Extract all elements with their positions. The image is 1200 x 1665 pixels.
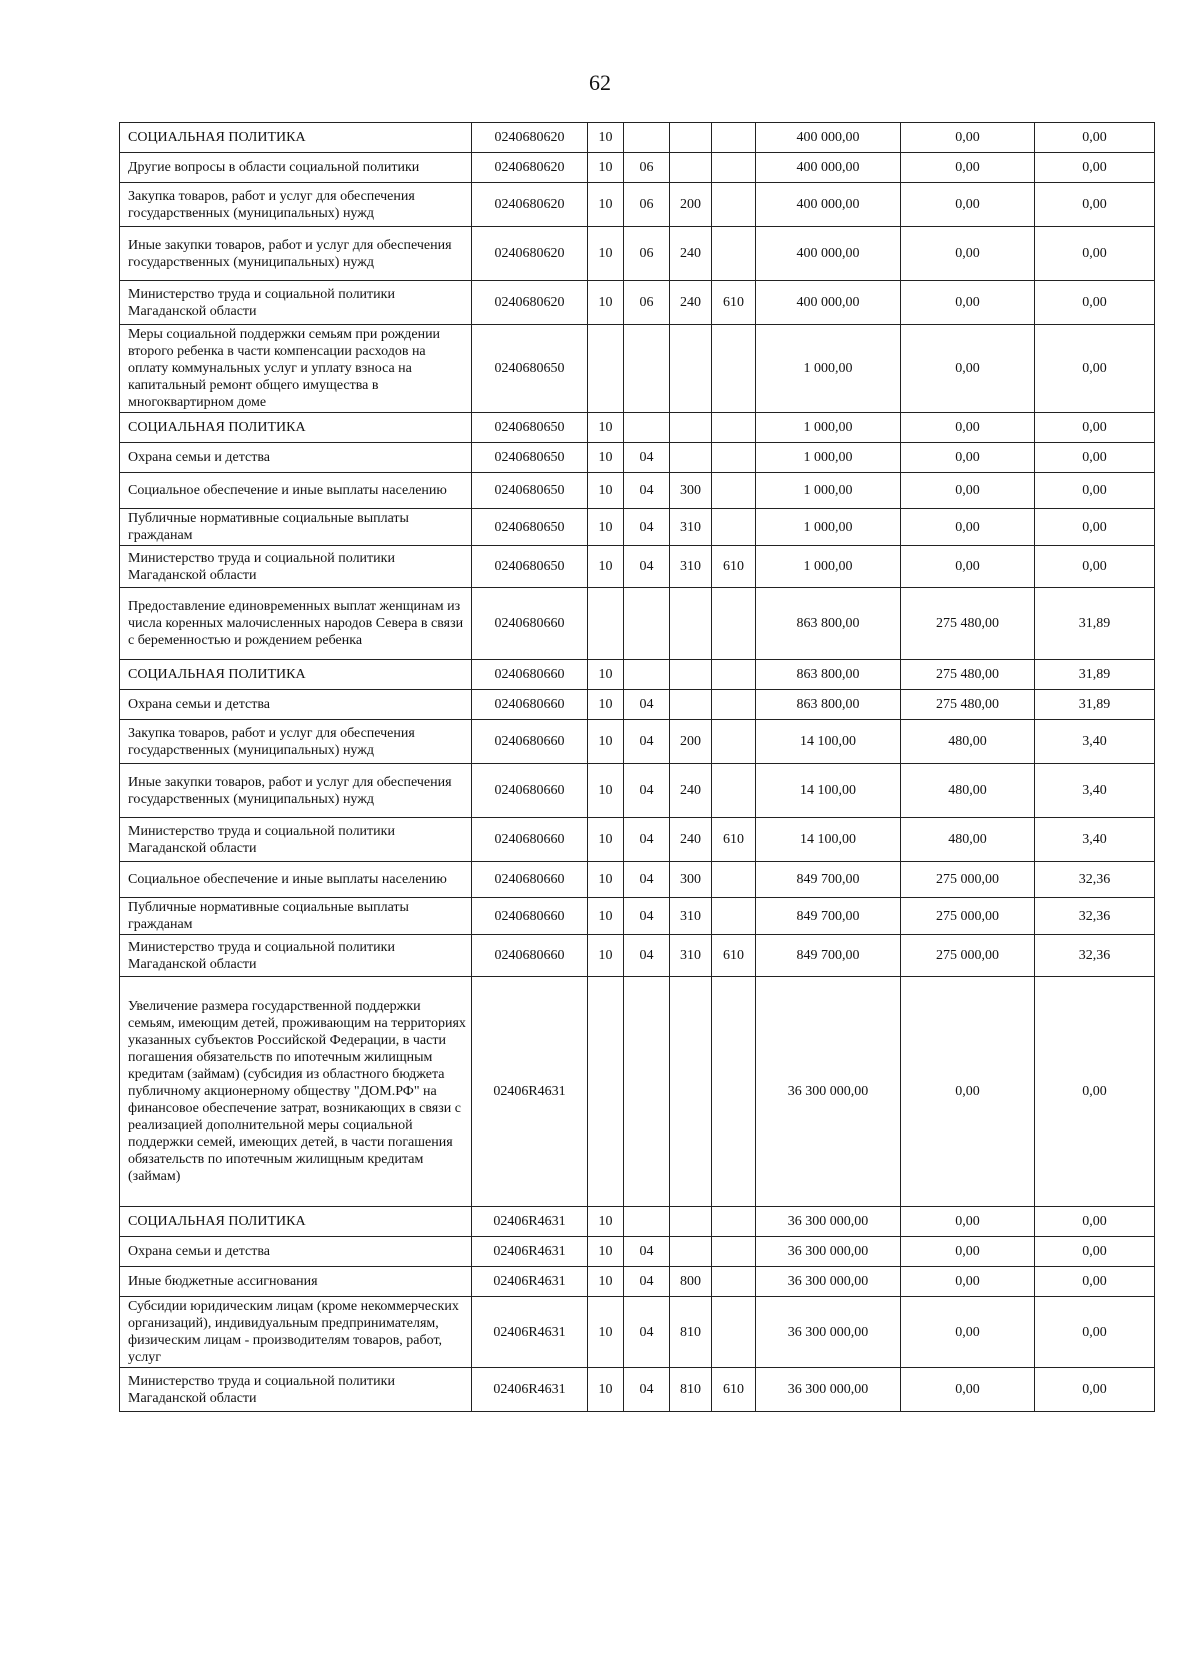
execution-percent-cell: 31,89 [1035, 660, 1155, 690]
execution-percent-cell: 3,40 [1035, 720, 1155, 764]
subsection-code-cell: 06 [624, 183, 670, 227]
subsection-code-cell: 04 [624, 764, 670, 818]
section-code-cell: 10 [588, 1297, 624, 1368]
planned-amount-cell: 849 700,00 [756, 935, 901, 977]
subsection-code-cell: 06 [624, 227, 670, 281]
target-article-cell: 0240680620 [472, 227, 588, 281]
planned-amount-cell: 863 800,00 [756, 660, 901, 690]
table-row [120, 720, 1155, 764]
administrator-code-cell [712, 473, 756, 509]
executed-amount-cell: 0,00 [901, 1297, 1035, 1368]
table-row [120, 123, 1155, 153]
table-row [120, 898, 1155, 935]
planned-amount-cell: 400 000,00 [756, 281, 901, 325]
section-code-cell: 10 [588, 690, 624, 720]
execution-percent-cell: 0,00 [1035, 443, 1155, 473]
planned-amount-cell: 849 700,00 [756, 898, 901, 935]
subsection-code-cell [624, 325, 670, 413]
expense-type-cell: 240 [670, 281, 712, 325]
executed-amount-cell: 480,00 [901, 818, 1035, 862]
expense-type-cell: 310 [670, 546, 712, 588]
section-code-cell: 10 [588, 818, 624, 862]
execution-percent-cell: 0,00 [1035, 1267, 1155, 1297]
target-article-cell: 0240680660 [472, 690, 588, 720]
planned-amount-cell: 1 000,00 [756, 509, 901, 546]
administrator-code-cell: 610 [712, 935, 756, 977]
execution-percent-cell: 0,00 [1035, 153, 1155, 183]
target-article-cell: 0240680620 [472, 281, 588, 325]
target-article-cell: 0240680620 [472, 123, 588, 153]
execution-percent-cell: 0,00 [1035, 473, 1155, 509]
row-name-cell: Министерство труда и социальной политики Магаданской области [120, 1368, 472, 1412]
expense-type-cell [670, 588, 712, 660]
row-name-cell: Увеличение размера государственной поддержки семьям, имеющим детей, проживающим на территориях указанных субъектов Российской Федерации, в части погашения обязательств по ипотечным жилищным кредитам (займам) (субсидия из областного бюджета публичному акционерному обществу "ДОМ.РФ" на финансовое обеспечение затрат, возникающих в связи с реализацией дополнительной меры социальной поддержки семей, имеющих детей, в части погашения обязательств по ипотечным жилищным кредитам (займам) [120, 977, 472, 1207]
target-article-cell: 0240680650 [472, 325, 588, 413]
target-article-cell: 0240680650 [472, 443, 588, 473]
administrator-code-cell [712, 720, 756, 764]
row-name-cell: СОЦИАЛЬНАЯ ПОЛИТИКА [120, 123, 472, 153]
administrator-code-cell [712, 443, 756, 473]
budget-table [119, 122, 1155, 1412]
row-name-cell: Министерство труда и социальной политики Магаданской области [120, 818, 472, 862]
subsection-code-cell [624, 588, 670, 660]
row-name-cell: Охрана семьи и детства [120, 443, 472, 473]
administrator-code-cell [712, 1237, 756, 1267]
administrator-code-cell [712, 123, 756, 153]
section-code-cell: 10 [588, 153, 624, 183]
expense-type-cell [670, 153, 712, 183]
section-code-cell: 10 [588, 183, 624, 227]
table-row [120, 588, 1155, 660]
execution-percent-cell: 0,00 [1035, 281, 1155, 325]
executed-amount-cell: 0,00 [901, 1207, 1035, 1237]
section-code-cell: 10 [588, 660, 624, 690]
section-code-cell [588, 977, 624, 1207]
execution-percent-cell: 0,00 [1035, 325, 1155, 413]
subsection-code-cell [624, 123, 670, 153]
subsection-code-cell [624, 977, 670, 1207]
table-row [120, 977, 1155, 1207]
row-name-cell: Предоставление единовременных выплат женщинам из числа коренных малочисленных народов Севера в связи с беременностью и рождением ребенка [120, 588, 472, 660]
section-code-cell: 10 [588, 509, 624, 546]
table-row [120, 227, 1155, 281]
planned-amount-cell: 1 000,00 [756, 546, 901, 588]
executed-amount-cell: 0,00 [901, 1237, 1035, 1267]
administrator-code-cell [712, 588, 756, 660]
executed-amount-cell: 275 000,00 [901, 935, 1035, 977]
table-row [120, 764, 1155, 818]
table-row [120, 1297, 1155, 1368]
administrator-code-cell [712, 1267, 756, 1297]
expense-type-cell [670, 977, 712, 1207]
expense-type-cell: 240 [670, 227, 712, 281]
table-row [120, 660, 1155, 690]
expense-type-cell [670, 413, 712, 443]
table-row [120, 1237, 1155, 1267]
expense-type-cell: 310 [670, 935, 712, 977]
planned-amount-cell: 36 300 000,00 [756, 1237, 901, 1267]
administrator-code-cell [712, 977, 756, 1207]
execution-percent-cell: 0,00 [1035, 1297, 1155, 1368]
planned-amount-cell: 1 000,00 [756, 325, 901, 413]
target-article-cell: 02406R4631 [472, 1267, 588, 1297]
executed-amount-cell: 0,00 [901, 1267, 1035, 1297]
administrator-code-cell [712, 1207, 756, 1237]
execution-percent-cell: 0,00 [1035, 1237, 1155, 1267]
execution-percent-cell: 31,89 [1035, 690, 1155, 720]
expense-type-cell: 810 [670, 1368, 712, 1412]
expense-type-cell [670, 660, 712, 690]
section-code-cell: 10 [588, 1368, 624, 1412]
subsection-code-cell: 04 [624, 509, 670, 546]
administrator-code-cell [712, 153, 756, 183]
executed-amount-cell: 0,00 [901, 1368, 1035, 1412]
section-code-cell: 10 [588, 764, 624, 818]
table-row [120, 413, 1155, 443]
subsection-code-cell [624, 413, 670, 443]
executed-amount-cell: 0,00 [901, 443, 1035, 473]
target-article-cell: 0240680660 [472, 660, 588, 690]
row-name-cell: Иные закупки товаров, работ и услуг для обеспечения государственных (муниципальных) нужд [120, 764, 472, 818]
target-article-cell: 0240680650 [472, 509, 588, 546]
target-article-cell: 0240680650 [472, 413, 588, 443]
row-name-cell: Закупка товаров, работ и услуг для обеспечения государственных (муниципальных) нужд [120, 720, 472, 764]
table-row [120, 546, 1155, 588]
subsection-code-cell: 04 [624, 1237, 670, 1267]
subsection-code-cell: 04 [624, 935, 670, 977]
expense-type-cell [670, 690, 712, 720]
executed-amount-cell: 0,00 [901, 546, 1035, 588]
section-code-cell: 10 [588, 1267, 624, 1297]
execution-percent-cell: 32,36 [1035, 935, 1155, 977]
table-row [120, 1368, 1155, 1412]
execution-percent-cell: 32,36 [1035, 898, 1155, 935]
subsection-code-cell: 04 [624, 818, 670, 862]
table-row [120, 183, 1155, 227]
row-name-cell: Закупка товаров, работ и услуг для обеспечения государственных (муниципальных) нужд [120, 183, 472, 227]
target-article-cell: 0240680660 [472, 764, 588, 818]
table-row [120, 443, 1155, 473]
executed-amount-cell: 275 480,00 [901, 690, 1035, 720]
subsection-code-cell: 04 [624, 473, 670, 509]
row-name-cell: Социальное обеспечение и иные выплаты населению [120, 473, 472, 509]
subsection-code-cell: 06 [624, 153, 670, 183]
executed-amount-cell: 275 480,00 [901, 660, 1035, 690]
row-name-cell: СОЦИАЛЬНАЯ ПОЛИТИКА [120, 660, 472, 690]
row-name-cell: Социальное обеспечение и иные выплаты населению [120, 862, 472, 898]
row-name-cell: Министерство труда и социальной политики Магаданской области [120, 935, 472, 977]
executed-amount-cell: 0,00 [901, 153, 1035, 183]
row-name-cell: Публичные нормативные социальные выплаты гражданам [120, 898, 472, 935]
executed-amount-cell: 0,00 [901, 509, 1035, 546]
administrator-code-cell: 610 [712, 1368, 756, 1412]
section-code-cell: 10 [588, 935, 624, 977]
row-name-cell: СОЦИАЛЬНАЯ ПОЛИТИКА [120, 1207, 472, 1237]
planned-amount-cell: 849 700,00 [756, 862, 901, 898]
section-code-cell: 10 [588, 1237, 624, 1267]
target-article-cell: 02406R4631 [472, 1368, 588, 1412]
section-code-cell [588, 588, 624, 660]
expense-type-cell: 240 [670, 764, 712, 818]
section-code-cell: 10 [588, 546, 624, 588]
expense-type-cell: 310 [670, 509, 712, 546]
target-article-cell: 0240680660 [472, 588, 588, 660]
section-code-cell: 10 [588, 473, 624, 509]
section-code-cell: 10 [588, 1207, 624, 1237]
executed-amount-cell: 0,00 [901, 183, 1035, 227]
expense-type-cell: 810 [670, 1297, 712, 1368]
administrator-code-cell [712, 227, 756, 281]
administrator-code-cell [712, 183, 756, 227]
section-code-cell: 10 [588, 281, 624, 325]
executed-amount-cell: 0,00 [901, 281, 1035, 325]
execution-percent-cell: 0,00 [1035, 977, 1155, 1207]
execution-percent-cell: 0,00 [1035, 183, 1155, 227]
execution-percent-cell: 0,00 [1035, 123, 1155, 153]
planned-amount-cell: 863 800,00 [756, 690, 901, 720]
expense-type-cell: 300 [670, 473, 712, 509]
executed-amount-cell: 480,00 [901, 720, 1035, 764]
planned-amount-cell: 36 300 000,00 [756, 977, 901, 1207]
planned-amount-cell: 400 000,00 [756, 123, 901, 153]
table-row [120, 818, 1155, 862]
execution-percent-cell: 3,40 [1035, 818, 1155, 862]
row-name-cell: Публичные нормативные социальные выплаты гражданам [120, 509, 472, 546]
administrator-code-cell [712, 898, 756, 935]
executed-amount-cell: 0,00 [901, 473, 1035, 509]
planned-amount-cell: 14 100,00 [756, 720, 901, 764]
subsection-code-cell: 04 [624, 898, 670, 935]
subsection-code-cell: 04 [624, 720, 670, 764]
target-article-cell: 02406R4631 [472, 1297, 588, 1368]
row-name-cell: Иные бюджетные ассигнования [120, 1267, 472, 1297]
executed-amount-cell: 0,00 [901, 413, 1035, 443]
row-name-cell: Охрана семьи и детства [120, 1237, 472, 1267]
target-article-cell: 0240680660 [472, 898, 588, 935]
administrator-code-cell [712, 690, 756, 720]
section-code-cell: 10 [588, 720, 624, 764]
execution-percent-cell: 3,40 [1035, 764, 1155, 818]
section-code-cell: 10 [588, 123, 624, 153]
expense-type-cell [670, 325, 712, 413]
section-code-cell: 10 [588, 443, 624, 473]
subsection-code-cell: 06 [624, 281, 670, 325]
table-row [120, 153, 1155, 183]
row-name-cell: Министерство труда и социальной политики Магаданской области [120, 281, 472, 325]
row-name-cell: Охрана семьи и детства [120, 690, 472, 720]
administrator-code-cell: 610 [712, 281, 756, 325]
table-row [120, 509, 1155, 546]
section-code-cell: 10 [588, 413, 624, 443]
expense-type-cell: 200 [670, 183, 712, 227]
target-article-cell: 02406R4631 [472, 1237, 588, 1267]
planned-amount-cell: 1 000,00 [756, 443, 901, 473]
row-name-cell: Министерство труда и социальной политики Магаданской области [120, 546, 472, 588]
planned-amount-cell: 36 300 000,00 [756, 1297, 901, 1368]
planned-amount-cell: 14 100,00 [756, 764, 901, 818]
subsection-code-cell: 04 [624, 546, 670, 588]
executed-amount-cell: 0,00 [901, 325, 1035, 413]
target-article-cell: 0240680660 [472, 818, 588, 862]
execution-percent-cell: 32,36 [1035, 862, 1155, 898]
execution-percent-cell: 31,89 [1035, 588, 1155, 660]
row-name-cell: Другие вопросы в области социальной политики [120, 153, 472, 183]
expense-type-cell: 200 [670, 720, 712, 764]
expense-type-cell: 310 [670, 898, 712, 935]
subsection-code-cell: 04 [624, 862, 670, 898]
expense-type-cell [670, 1237, 712, 1267]
row-name-cell: СОЦИАЛЬНАЯ ПОЛИТИКА [120, 413, 472, 443]
executed-amount-cell: 0,00 [901, 123, 1035, 153]
executed-amount-cell: 275 480,00 [901, 588, 1035, 660]
target-article-cell: 0240680660 [472, 720, 588, 764]
table-row [120, 1207, 1155, 1237]
section-code-cell: 10 [588, 862, 624, 898]
row-name-cell: Иные закупки товаров, работ и услуг для обеспечения государственных (муниципальных) нужд [120, 227, 472, 281]
executed-amount-cell: 275 000,00 [901, 862, 1035, 898]
execution-percent-cell: 0,00 [1035, 1368, 1155, 1412]
target-article-cell: 0240680620 [472, 153, 588, 183]
administrator-code-cell: 610 [712, 546, 756, 588]
target-article-cell: 0240680650 [472, 546, 588, 588]
target-article-cell: 0240680660 [472, 935, 588, 977]
executed-amount-cell: 480,00 [901, 764, 1035, 818]
execution-percent-cell: 0,00 [1035, 509, 1155, 546]
subsection-code-cell [624, 1207, 670, 1237]
expense-type-cell [670, 443, 712, 473]
table-row [120, 1267, 1155, 1297]
planned-amount-cell: 1 000,00 [756, 473, 901, 509]
table-row [120, 325, 1155, 413]
administrator-code-cell: 610 [712, 818, 756, 862]
administrator-code-cell [712, 509, 756, 546]
target-article-cell: 02406R4631 [472, 977, 588, 1207]
table-body [120, 123, 1155, 1412]
execution-percent-cell: 0,00 [1035, 546, 1155, 588]
execution-percent-cell: 0,00 [1035, 1207, 1155, 1237]
planned-amount-cell: 400 000,00 [756, 227, 901, 281]
expense-type-cell [670, 1207, 712, 1237]
table-row [120, 281, 1155, 325]
expense-type-cell [670, 123, 712, 153]
section-code-cell [588, 325, 624, 413]
subsection-code-cell: 04 [624, 1267, 670, 1297]
subsection-code-cell: 04 [624, 443, 670, 473]
executed-amount-cell: 0,00 [901, 977, 1035, 1207]
execution-percent-cell: 0,00 [1035, 227, 1155, 281]
planned-amount-cell: 36 300 000,00 [756, 1368, 901, 1412]
planned-amount-cell: 400 000,00 [756, 183, 901, 227]
planned-amount-cell: 1 000,00 [756, 413, 901, 443]
target-article-cell: 0240680650 [472, 473, 588, 509]
administrator-code-cell [712, 862, 756, 898]
administrator-code-cell [712, 1297, 756, 1368]
page-number: 62 [589, 70, 611, 95]
planned-amount-cell: 400 000,00 [756, 153, 901, 183]
table-row [120, 690, 1155, 720]
target-article-cell: 0240680660 [472, 862, 588, 898]
expense-type-cell: 300 [670, 862, 712, 898]
row-name-cell: Субсидии юридическим лицам (кроме некоммерческих организаций), индивидуальным предпринимателям, физическим лицам - производителям товаров, работ, услуг [120, 1297, 472, 1368]
subsection-code-cell [624, 660, 670, 690]
subsection-code-cell: 04 [624, 1368, 670, 1412]
executed-amount-cell: 275 000,00 [901, 898, 1035, 935]
target-article-cell: 02406R4631 [472, 1207, 588, 1237]
planned-amount-cell: 36 300 000,00 [756, 1207, 901, 1237]
table-row [120, 935, 1155, 977]
section-code-cell: 10 [588, 898, 624, 935]
table-row [120, 473, 1155, 509]
execution-percent-cell: 0,00 [1035, 413, 1155, 443]
section-code-cell: 10 [588, 227, 624, 281]
expense-type-cell: 240 [670, 818, 712, 862]
target-article-cell: 0240680620 [472, 183, 588, 227]
subsection-code-cell: 04 [624, 690, 670, 720]
subsection-code-cell: 04 [624, 1297, 670, 1368]
planned-amount-cell: 36 300 000,00 [756, 1267, 901, 1297]
expense-type-cell: 800 [670, 1267, 712, 1297]
administrator-code-cell [712, 660, 756, 690]
row-name-cell: Меры социальной поддержки семьям при рождении второго ребенка в части компенсации расходов на оплату коммунальных услуг и уплату взноса на капитальный ремонт общего имущества в многоквартирном доме [120, 325, 472, 413]
planned-amount-cell: 14 100,00 [756, 818, 901, 862]
administrator-code-cell [712, 764, 756, 818]
table-row [120, 862, 1155, 898]
administrator-code-cell [712, 413, 756, 443]
executed-amount-cell: 0,00 [901, 227, 1035, 281]
planned-amount-cell: 863 800,00 [756, 588, 901, 660]
administrator-code-cell [712, 325, 756, 413]
